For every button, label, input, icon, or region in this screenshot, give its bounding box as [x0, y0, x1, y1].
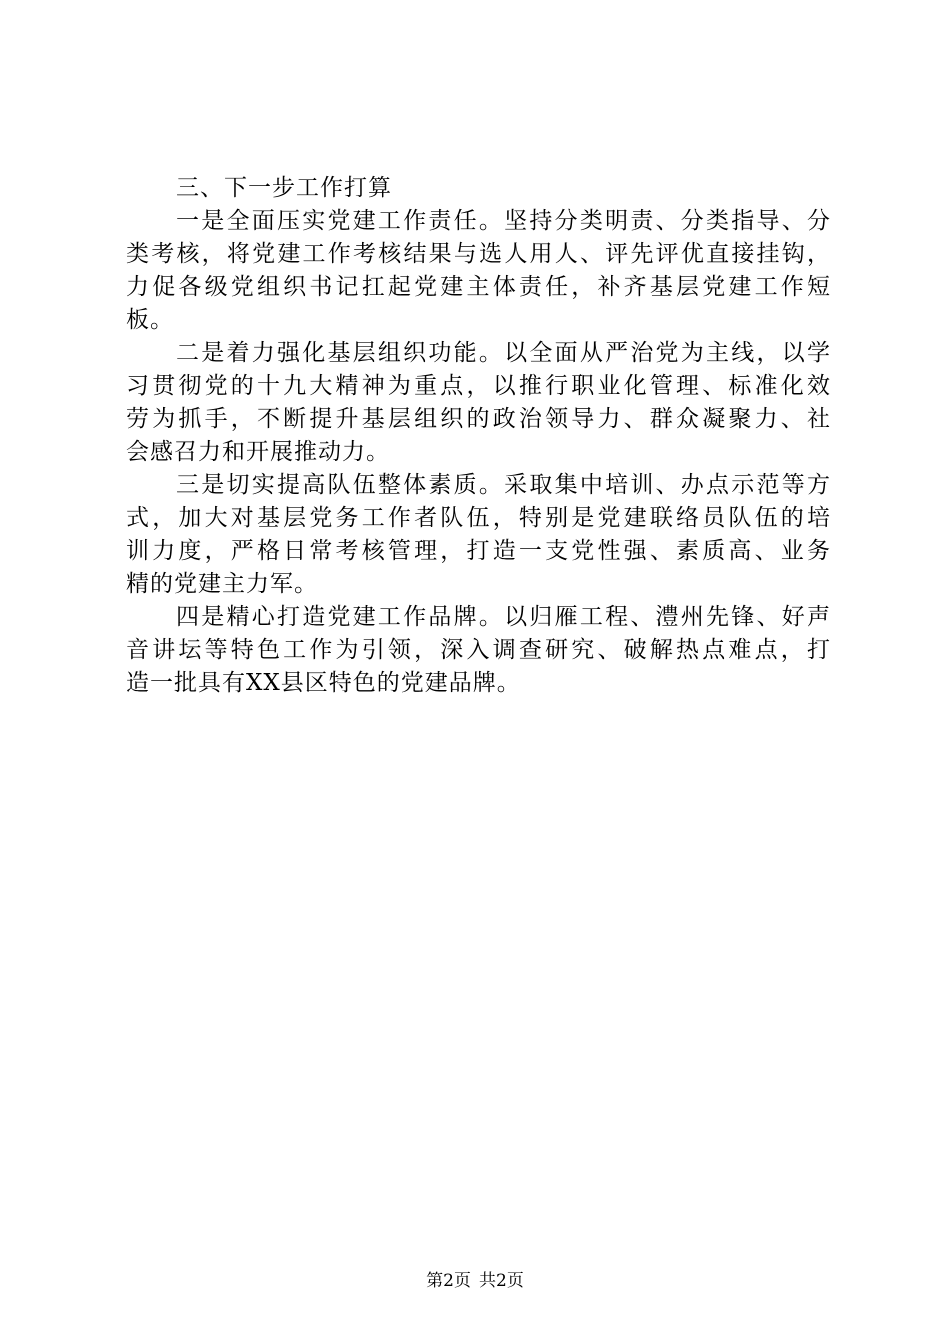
paragraph-line: 二是着力强化基层组织功能。以全面从严治党为主线，以学	[176, 340, 831, 366]
paragraph-line: 板。	[126, 307, 174, 333]
page-number-total: 共2页	[479, 1271, 524, 1291]
paragraph-line: 劳为抓手，不断提升基层组织的政治领导力、群众凝聚力、社	[126, 406, 831, 432]
document-body	[126, 172, 831, 700]
section-heading: 三、下一步工作打算	[176, 175, 392, 201]
paragraph-line: 类考核，将党建工作考核结果与选人用人、评先评优直接挂钩，	[126, 241, 831, 267]
paragraph-line: 四是精心打造党建工作品牌。以归雁工程、澧州先锋、好声	[176, 604, 831, 630]
page-number-current: 第2页	[426, 1271, 471, 1291]
paragraph-line: 三是切实提高队伍整体素质。采取集中培训、办点示范等方	[176, 472, 831, 498]
paragraph-line: 一是全面压实党建工作责任。坚持分类明责、分类指导、分	[176, 208, 831, 234]
paragraph-line: 式，加大对基层党务工作者队伍，特别是党建联络员队伍的培	[126, 505, 831, 531]
paragraph-line: 力促各级党组织书记扛起党建主体责任，补齐基层党建工作短	[126, 274, 831, 300]
paragraph-line: 精的党建主力军。	[126, 571, 318, 597]
paragraph-line: 习贯彻党的十九大精神为重点，以推行职业化管理、标准化效	[126, 373, 831, 399]
paragraph-line: 造一批具有XX县区特色的党建品牌。	[126, 670, 521, 696]
paragraph-line: 音讲坛等特色工作为引领，深入调查研究、破解热点难点，打	[126, 637, 831, 663]
page-footer	[0, 1269, 950, 1293]
paragraph-line: 训力度，严格日常考核管理，打造一支党性强、素质高、业务	[126, 538, 831, 564]
paragraph-line: 会感召力和开展推动力。	[126, 439, 390, 465]
